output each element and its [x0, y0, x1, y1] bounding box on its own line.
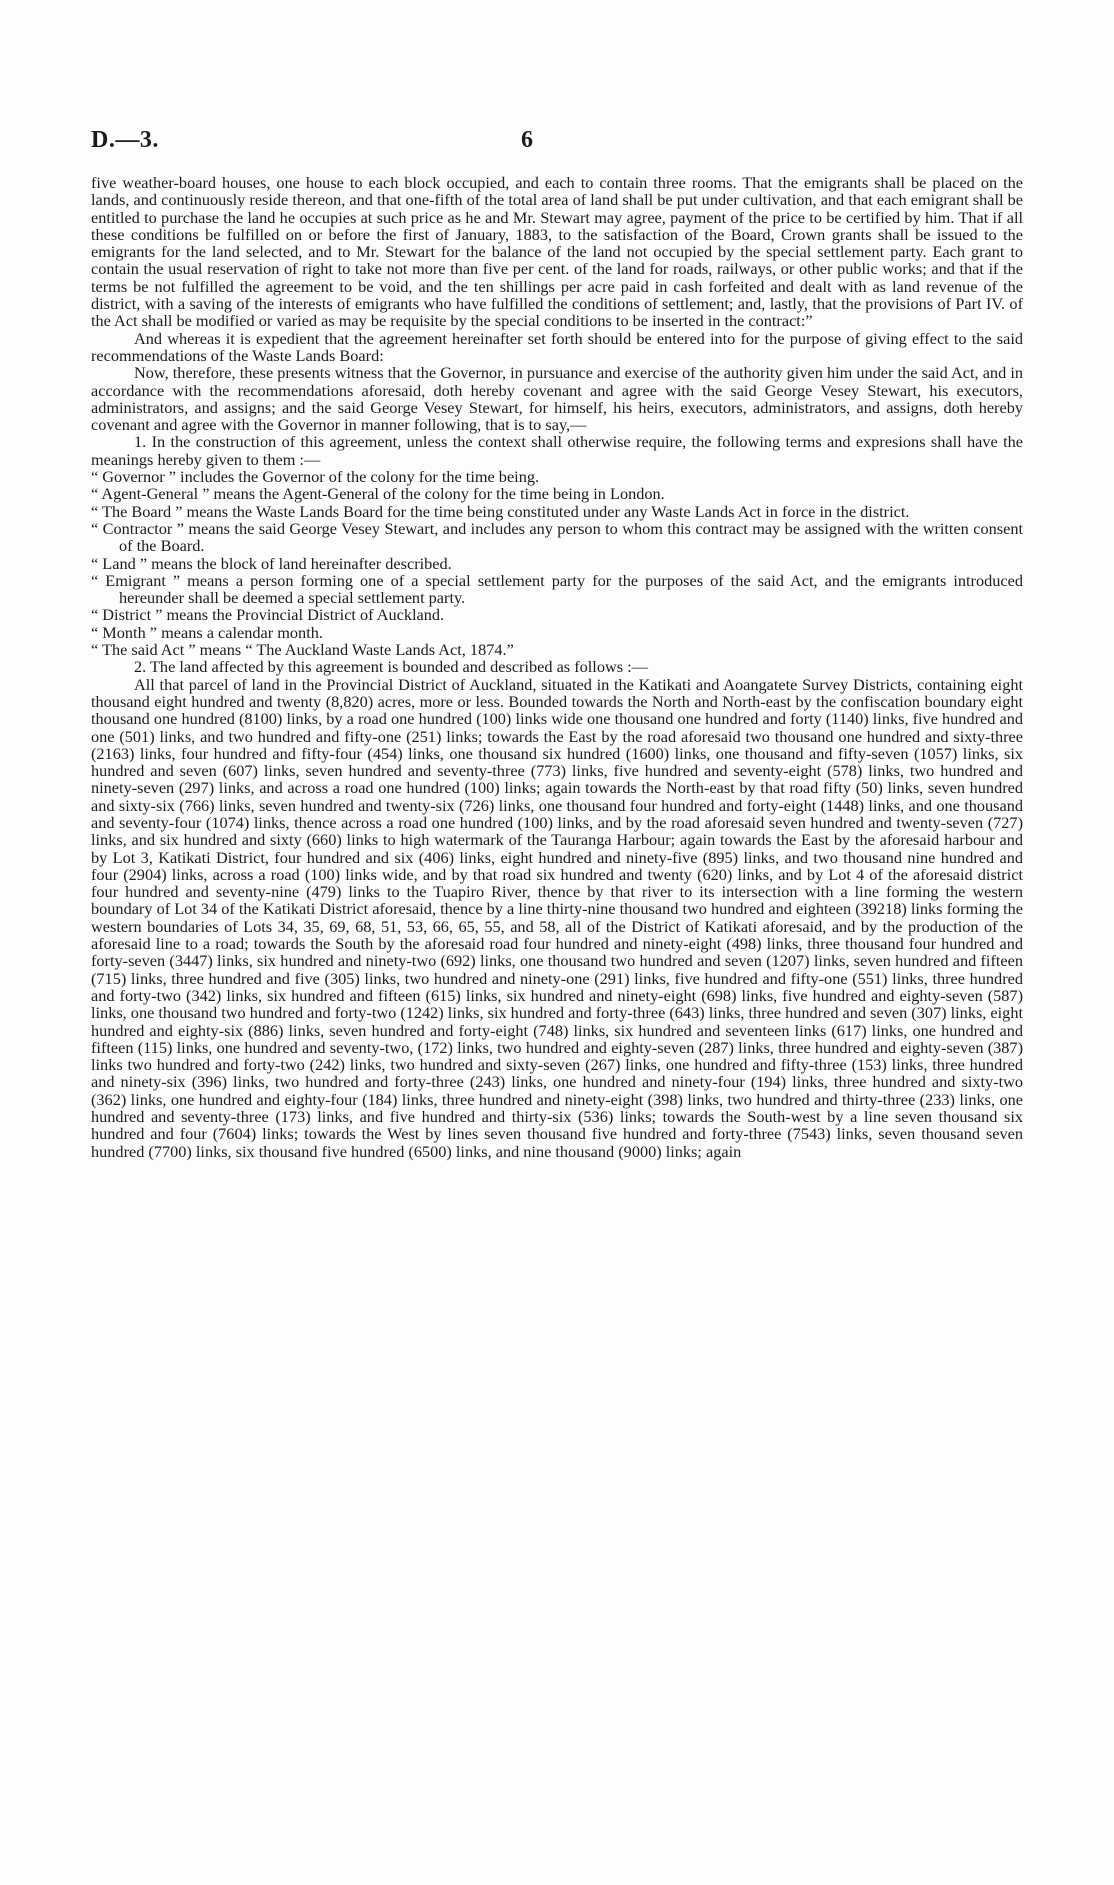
definition-month: “ Month ” means a calendar month. — [91, 622, 323, 642]
definition-agent-general: “ Agent-General ” means the Agent-General of the colony for the time being in London. — [91, 484, 665, 504]
clause-2: 2. The land affected by this agreement is bounded and described as follows :— — [134, 657, 648, 677]
definition-said-act: “ The said Act ” means “ The Auckland Waste Lands Act, 1874.” — [91, 640, 514, 660]
document-id: D.—3. — [91, 127, 159, 153]
definition-district: “ District ” means the Provincial District of Auckland. — [91, 605, 445, 625]
page-number: 6 — [521, 127, 533, 153]
definitions-list — [91, 468, 1023, 658]
definition-contractor: “ Contractor ” means the said George Vesey Stewart, and includes any person to whom this contract may be assigned with the written consent of the Board. — [91, 518, 1023, 556]
paragraph-now-therefore: Now, therefore, these presents witness that the Governor, in pursuance and exercise of the authority given him under the said Act, and in accordance with the recommendations aforesaid, doth hereby covenant and agree with the said George Vesey Stewart, his executors, administrators, and assigns; and the said George Vesey Stewart, for himself, his heirs, executors, administrators, and assigns, doth hereby covenant and agree with the Governor in manner following, that is to say,— — [91, 363, 1023, 435]
definition-land: “ Land ” means the block of land hereinafter described. — [91, 553, 452, 573]
page-header — [91, 127, 1023, 161]
definition-board: “ The Board ” means the Waste Lands Board for the time being constituted under any Waste Lands Act in force in the district. — [91, 501, 910, 521]
document-body — [91, 174, 1023, 1160]
paragraph-continuation: five weather-board houses, one house to each block occupied, and each to contain three rooms. That the emigrants shall be placed on the lands, and continuously reside thereon, and that one-fifth of the total area of land shall be put under cultivation, and that each emigrant shall be entitled to purchase the land he occupies at such price as he and Mr. Stewart may agree, payment of the price to be certified by him. That if all these conditions be fulfilled on or before the first of January, 1883, to the satisfaction of the Board, Crown grants shall be issued to the emigrants for the land selected, and to Mr. Stewart for the balance of the land not occupied by the special settlement party. Each grant to contain the usual reservation of right to take not more than five per cent. of the land for roads, railways, or other public works; and that if the terms be not fulfilled the agreement to be void, and the ten shillings per acre paid in cash forfeited and dealt with as land revenue of the district, with a saving of the interests of emigrants who have fulfilled the conditions of settlement; and, lastly, that the provisions of Part IV. of the Act shall be modified or varied as may be requisite by the special conditions to be inserted in the contract:” — [91, 173, 1023, 331]
paragraph-land-description: All that parcel of land in the Provincial District of Auckland, situated in the Katikati and Aoangatete Survey Districts, containing eight thousand eight hundred and twenty (8,820) acres, more or less. Bounded towards the North and North-east by the confiscation boundary eight thousand one hundred (8100) links, by a road one hundred (100) links wide one thousand one hundred and forty (1140) links, five hundred and one (501) links, and two hundred and fifty-one (251) links; towards the East by the road aforesaid two thousand one hundred and sixty-three (2163) links, four hundred and fifty-four (454) links, one thousand six hundred (1600) links, one thousand and fifty-seven (1057) links, six hundred and seven (607) links, seven hundred and seventy-three (773) links, five hundred and seventy-eight (578) links, two hundred and ninety-seven (297) links, and across a road one hundred (100) links; again towards the North-east by that road fifty (50) links, seven hundred and sixty-six (766) links, seven hundred and twenty-six (726) links, one thousand four hundred and forty-eight (1448) links, and one thousand and seventy-four (1074) links, thence across a road one hundred (100) links, and by the road aforesaid seven hundred and twenty-seven (727) links, and six hundred and sixty (660) links to high watermark of the Tauranga Harbour; again towards the East by the aforesaid harbour and by Lot 3, Katikati District, four hundred and six (406) links, eight hundred and ninety-five (895) links, and two thousand nine hundred and four (2904) links, across a road (100) links wide, and by that road six hundred and twenty (620) links, and by Lot 4 of the aforesaid district four hundred and seventy-nine (479) links to the Tuapiro River, thence by that river to its intersection with a line forming the western boundary of Lot 34 of the Katikati District aforesaid, thence by a line thirty-nine thousand two hundred and eighteen (39218) links forming the western boundaries of Lots 34, 35, 69, 68, 51, 53, 66, 65, 55, and 58, all of the District of Katikati aforesaid, and by the production of the aforesaid line to a road; towards the South by the aforesaid road four hundred and ninety-eight (498) links, three thousand four hundred and forty-seven (3447) links, six hundred and ninety-two (692) links, one thousand two hundred and seven (1207) links, seven hundred and fifteen (715) links, three hundred and five (305) links, two hundred and ninety-one (291) links, five hundred and fifty-one (551) links, three hundred and forty-two (342) links, six hundred and fifteen (615) links, six hundred and ninety-eight (698) links, five hundred and eighty-seven (587) links, one thousand two hundred and forty-two (1242) links, six hundred and forty-three (643) links, three hundred and seven (307) links, eight hundred and eighty-six (886) links, seven hundred and forty-eight (748) links, six hundred and seventeen links (617) links, one hundred and fifteen (115) links, one hundred and seventy-two, (172) links, two hundred and eighty-seven (287) links, three hundred and eighty-seven (387) links two hundred and forty-two (242) links, two hundred and sixty-seven (267) links, one hundred and fifty-three (153) links, three hundred and ninety-six (396) links, two hundred and forty-three (243) links, one hundred and ninety-four (194) links, three hundred and sixty-two (362) links, one hundred and eighty-four (184) links, three hundred and ninety-eight (398) links, two hundred and thirty-three (233) links, one hundred and seventy-three (173) links, and five hundred and thirty-six (536) links; towards the South-west by a line seven thousand six hundred and four (7604) links; towards the West by lines seven thousand five hundred and forty-three (7543) links, seven thousand seven hundred (7700) links, six thousand five hundred (6500) links, and nine thousand (9000) links; again — [91, 674, 1023, 1161]
paragraph-whereas: And whereas it is expedient that the agreement hereinafter set forth should be entered into for the purpose of giving effect to the said recommendations of the Waste Lands Board: — [91, 328, 1023, 365]
definition-governor: “ Governor ” includes the Governor of the colony for the time being. — [91, 467, 540, 487]
clause-1: 1. In the construction of this agreement, unless the context shall otherwise require, the following terms and expresions shall have the meanings hereby given to them :— — [91, 432, 1023, 469]
definition-emigrant: “ Emigrant ” means a person forming one of a special settlement party for the purposes of the said Act, and the emigrants introduced hereunder shall be deemed a special settlement party. — [91, 570, 1023, 608]
